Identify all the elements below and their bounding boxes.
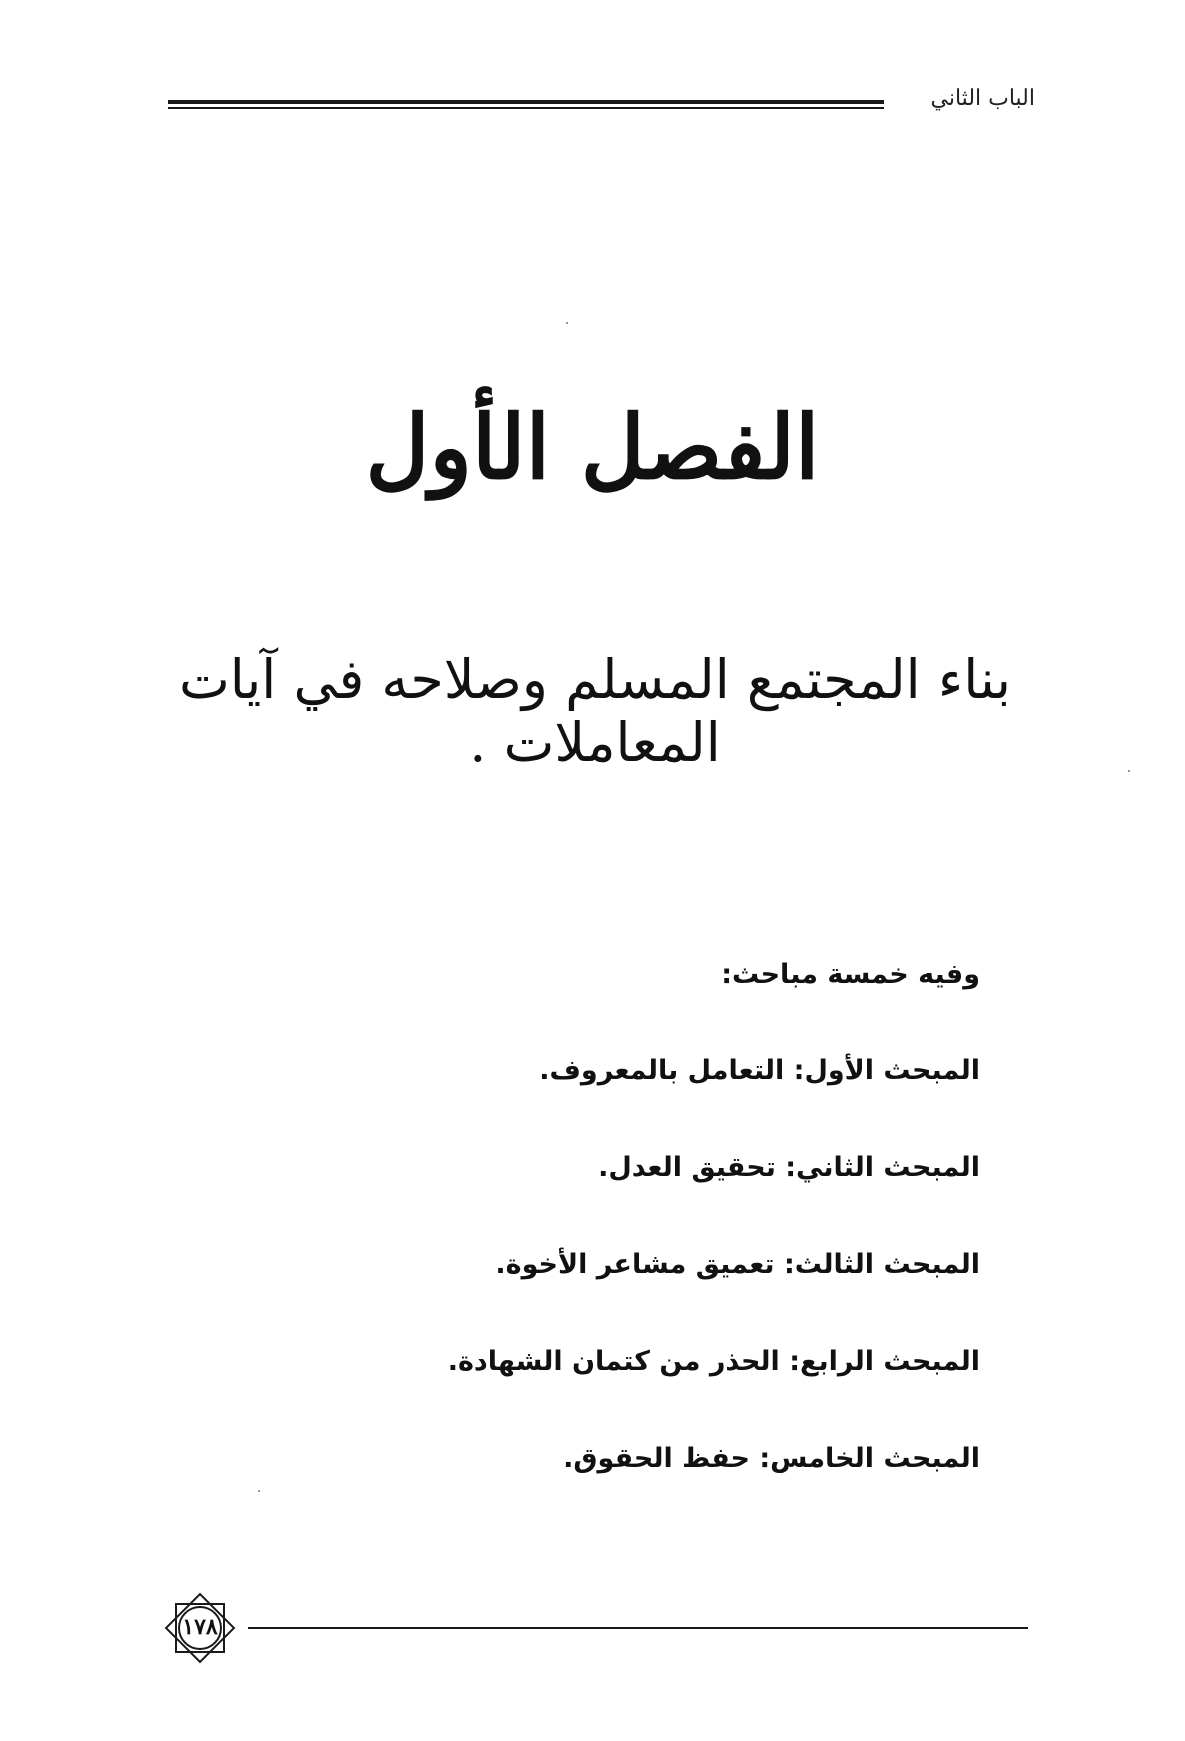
topic-item-1: المبحث الأول: التعامل بالمعروف. [539,1055,980,1086]
topics-intro: وفيه خمسة مباحث: [721,959,980,990]
chapter-subtitle: بناء المجتمع المسلم وصلاحه في آيات المعاملات . [178,648,1012,774]
topic-item-5: المبحث الخامس: حفظ الحقوق. [563,1443,980,1474]
footer-rule [248,1627,1028,1629]
chapter-title: الفصل الأول [365,395,820,499]
topic-item-2: المبحث الثاني: تحقيق العدل. [598,1152,980,1183]
page-number: ١٧٨ [182,1614,218,1640]
topic-item-3: المبحث الثالث: تعميق مشاعر الأخوة. [495,1249,980,1280]
header-rule [168,100,884,110]
scan-speck [1128,770,1130,772]
scan-speck [258,1490,260,1492]
topics-list [280,955,980,1536]
topic-item-4: المبحث الرابع: الحذر من كتمان الشهادة. [447,1346,980,1377]
scan-speck [566,322,568,324]
running-head: الباب الثاني [930,86,1035,111]
header-rule-thin [168,107,884,109]
header-rule-thick [168,100,884,104]
page-number-badge [160,1588,240,1668]
